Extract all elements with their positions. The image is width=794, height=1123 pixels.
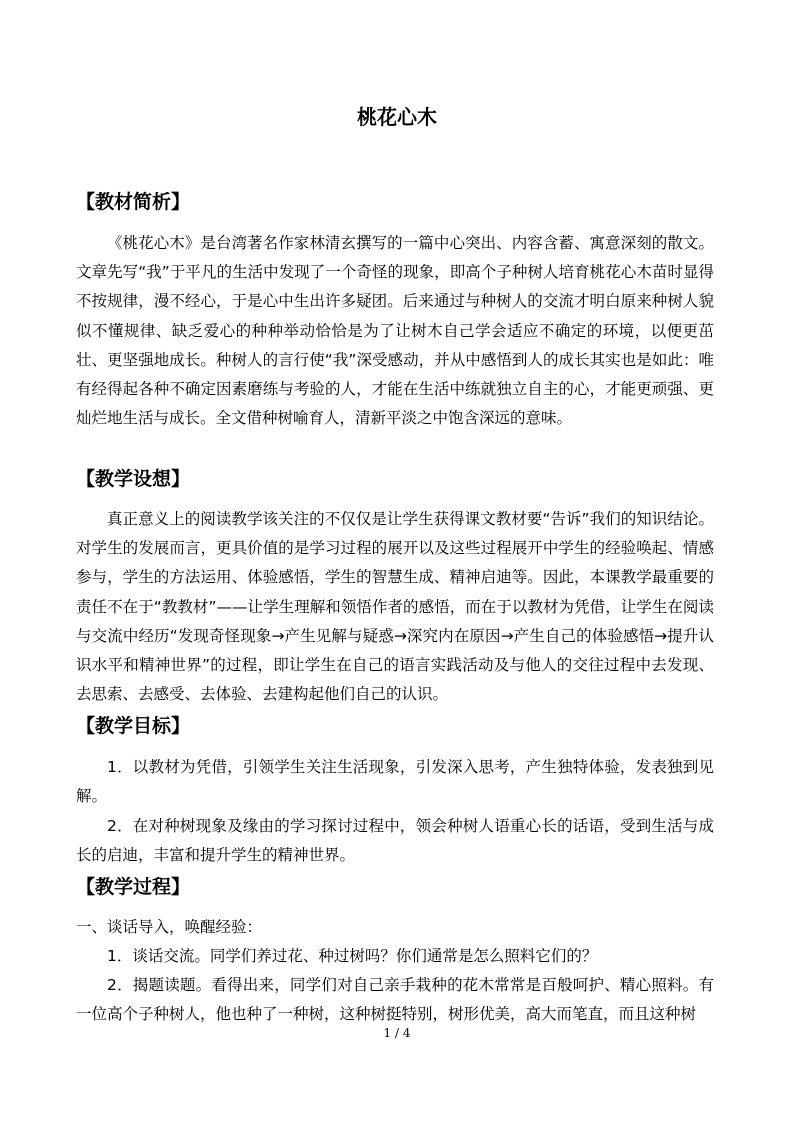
section-heading-design: 【教学设想】 xyxy=(76,468,191,490)
analysis-paragraph: 《桃花心木》是台湾著名作家林清玄撰写的一篇中心突出、内容含蓄、寓意深刻的散文。文章先写“我”于平凡的生活中发现了一个奇怪的现象，即高个子种树人培育桃花心木苗时显得不按规律，漫不经心，于是心中生出许多疑团。后来通过与种树人的交流才明白原来种树人貌似不懂规律、缺乏爱心的种种举动恰恰是为了让树木自己学会适应不确定的环境，以便更茁壮、更坚强地成长。种树人的言行使“我”深受感动，并从中感悟到人的成长其实也是如此：唯有经得起各种不确定因素磨练与考验的人，才能在生活中练就独立自主的心，才能更顽强、更灿烂地生活与成长。全文借种树喻育人，清新平淡之中饱含深远的意味。 xyxy=(76,234,714,428)
page-number: 1 / 4 xyxy=(383,1026,411,1040)
process-step-title: 一、谈话导入，唤醒经验： xyxy=(76,918,263,936)
goal-item-1: 1．以教材为凭借，引领学生关注生活现象，引发深入思考，产生独特体验，发表独到见解。 xyxy=(76,758,714,806)
goal-item-2: 2．在对种树现象及缘由的学习探讨过程中，领会种树人语重心长的话语，受到生活与成长的启迪，丰富和提升学生的精神世界。 xyxy=(76,817,714,865)
page-title: 桃花心木 xyxy=(357,105,437,129)
section-heading-process: 【教学过程】 xyxy=(76,876,191,898)
section-heading-analysis: 【教材简析】 xyxy=(76,191,191,213)
section-heading-goals: 【教学目标】 xyxy=(76,715,191,737)
process-item-2: 2．揭题读题。看得出来，同学们对自己亲手栽种的花木常常是百般呵护、精心照料。有一位高个子种树人，他也种了一种树，这种树挺特别，树形优美，高大而笔直，而且这种树 xyxy=(76,976,714,1024)
process-item-1: 1．谈话交流。同学们养过花、种过树吗？你们通常是怎么照料它们的？ xyxy=(107,947,598,965)
design-paragraph: 真正意义上的阅读教学该关注的不仅仅是让学生获得课文教材要“告诉”我们的知识结论。对学生的发展而言，更具价值的是学习过程的展开以及这些过程展开中学生的经验唤起、情感参与，学生的方法运用、体验感悟，学生的智慧生成、精神启迪等。因此，本课教学最重要的责任不在于“教教材”——让学生理解和领悟作者的感悟，而在于以教材为凭借，让学生在阅读与交流中经历“发现奇怪现象→产生见解与疑惑→深究内在原因→产生自己的体验感悟→提升认识水平和精神世界”的过程，即让学生在自己的语言实践活动及与他人的交往过程中去发现、去思索、去感受、去体验、去建构起他们自己的认识。 xyxy=(76,510,714,704)
